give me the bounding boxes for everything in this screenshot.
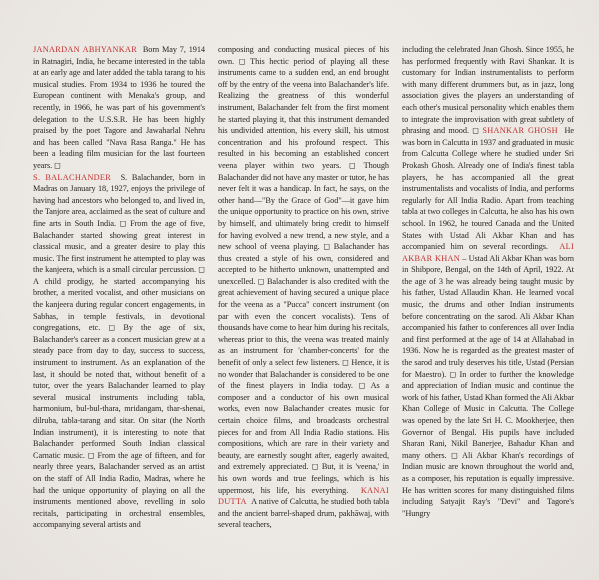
artist-name-ali-akbar-khan: ALI AKBAR KHAN <box>402 242 574 263</box>
paragraph-kanai-dutta-cont <box>402 44 574 519</box>
bio-text: – Ustad Ali Akbar Khan was born in Shibpore, Bengal, on the 14th of April, 1922. At the age of 3 he was already being taught music by his father, Ustad Allaudin Khan. He learned vocal music, the drums and other Indian instruments before concentrating on the sarod. Ali Akbar Khan accompanied his father to conferences all over India and first performed at the age of 14 at Allahabad in 1936. Now he is regarded as the greatest master of the sarod and truly deserves his title, Ustad (Persian for Maestro). ◻ In order to further the knowledge and appreciation of Indian music and continue the work of his father, Ustad Khan formed the Ali Akbar Khan College of Music in Calcutta. The College was opened by the late Sri H. C. Mookherjee, then Governor of Bengal. His pupils have included Sharan Rani, Nikil Banerjee, Bahadur Khan and many others. ◻ Ali Akbar Khan's recordings of Indian music are known throughout the world and, as a composer, his reputation is equally impressive. He has written scores for many distinguished films including Satyajit Ray's "Devi" and Tagore's "Hungry <box>402 253 574 518</box>
bio-text: He was born in Calcutta in 1937 and graduated in music from Calcutta College where he studied under Sri Prokash Ghosh. Already one of India's finest tabla players, he has accompanied all the great instrumentalists and vocalists of India, and performs regularly for All India Radio. Apart from teaching tabla at two colleges in Calcutta, he also has his own school. In 1962, he toured Canada and the United States with Ustad Ali Akbar Khan and has accompanied him on several recordings. <box>402 126 575 252</box>
artist-name-kanai-dutta: KANAI DUTTA <box>218 485 389 507</box>
column-1 <box>33 44 205 531</box>
paragraph-balachander-cont <box>218 44 389 531</box>
artist-name-shankar-ghosh: SHANKAR GHOSH <box>482 126 558 136</box>
bio-text: composing and conducting musical pieces of his own. ◻ This hectic period of playing all these instruments came to a sudden end, an end brought off by the entry of the veena into Balachander's life. Realizing the greatness of this wonderful instrument, Balachander felt from the first moment he started playing it, that this instrument demanded his undivided attention, his every skill, his utmost concentration and his profound respect. This resulted in his becoming an established concert veena player within two years. ◻ Though Balachander did not have any master or tutor, he has never felt it was a handicap. In fact, he says, on the other hand—"By the Grace of God"—it gave him the unique opportunity to practice on his own, strive by himself, and ultimately bring credit to himself for having evolved a new trend, a new style, and a new school of veena playing. ◻ Balachander has thus created a style of his own, considered and accepted to be hitherto unknown, unattempted and unexcelled. ◻ Balachander is also credited with the great achievement of having secured a unique place for the veena as a "Pucca" concert instrument (on par with even the concert vocalists). Tens of thousands have come to hear him during his recitals, whereas prior to this, the veena was treated mainly as an instrument for 'chamber-concerts' for the benefit of only a select few listeners. ◻ Hence, it is no wonder that Balachander is considered to be one of the finest players in India today. ◻ As a composer and a conductor of his own musical works, even now Balachander creates music for certain choice films, and broadcasts orchestral pieces for and from All India Radio stations. His compositions, which are rare in their variety and beauty, are earnestly sought after, eagerly awaited, and extremely appreciated. ◻ But, it is 'veena,' in his own words and true feelings, which is his uppermost, his life, his everything. <box>218 45 389 495</box>
bio-text: S. Balachander, born in Madras on January 18, 1927, enjoys the privilege of having had ancestors who belonged to, and lived in, the Tanjore area, acclaimed as the seat of culture and fine arts in South India. ◻ From the age of five, Balachander started showing great interest in classical music, and a greater desire to play this music. The first instrument he attempted to play was the kanjeera, which is a small circular percussion. ◻ A child prodigy, he started accompanying his brother, a merited vocalist, and other musicians on the kanjeera during regular concert engagements, in Sabhas, in temple festivals, in devotional congregations, etc. ◻ By the age of six, Balachander's career as a concert musician grew at a steady pace from day to day, success to success, instrument to instrument. As an explanation of the last, it should be noted that, without benefit of a tutor, over the years Balachander learned to play several musical instruments including tabla, harmonium, bul-bul-thara, mridangam, thar-shenai, dilruba, tabla-tarang and sitar. On sitar (the North Indian instrument), it is interesting to note that Balachander performed South Indian classical Carnatic music. ◻ From the age of fifteen, and for nearly three years, Balachander served as an artist on the staff of All India Radio, Madras, where he had the unique opportunity of playing on all the instruments mentioned above, revelling in solo recitals, participating in orchestral ensembles, accompanying several artists and <box>33 172 206 530</box>
paragraph-s-balachander <box>33 172 205 531</box>
bio-text: including the celebrated Jnan Ghosh. Since 1955, he has performed frequently with Ravi Shankar. It is customary for Indian instrumentalists to perform with many different drummers but, as in jazz, long association gives the players an understanding of each other's musical personality which enables them to integrate the improvisation with great subtlety of phrasing and mood. ◻ <box>402 45 574 136</box>
paragraph-janardan-abhyankar <box>33 44 205 172</box>
artist-name-janardan-abhyankar: JANARDAN ABHYANKAR <box>33 45 138 54</box>
column-2 <box>218 44 389 531</box>
bio-text: A native of Calcutta, he studied both tabla and the ancient barrel-shaped drum, pakhāwaj, with several teachers, <box>218 497 389 530</box>
bio-text: Born May 7, 1914 in Ratnagiri, India, he became interested in the tabla at an early age and later added the tabla tarang to his musical studies. From 1934 to 1936 he toured the European continent with Menaka's group, and recently, in 1966, he was part of his government's delegation to the U.S.S.R. He has been highly praised by the poet Tagore and Jawaharlal Nehru and has been called "Nava Rasa Ranga." He has been a leading film musician for the last fourteen years. ◻ <box>33 45 206 170</box>
column-3 <box>402 44 574 519</box>
artist-name-s-balachander: S. BALACHANDER <box>33 172 112 182</box>
